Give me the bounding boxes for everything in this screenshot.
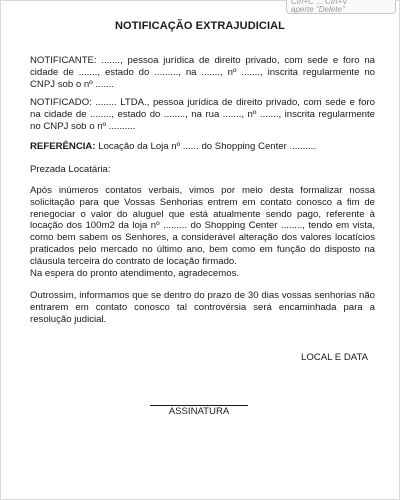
- signature-label: ASSINATURA: [168, 406, 230, 417]
- body-paragraph: Após inúmeros contatos verbais, vimos por meio desta formalizar nossa solicitação para que Vossas Senhorias entrem em contato conosco a fim de renegociar o valor do aluguel que está atualmente sendo pago, referente à locação dos 100m2 da loja nº ......... do Shopping Center ........, tendo em vista, como bem sabem os Senhores, a considerável alteração dos valores locatícios praticados pelo mercado no último ano, bem como em função do disposto na cláusula terceira do contrato de locação firmado.: [30, 185, 375, 267]
- referencia-label: REFERÊNCIA:: [30, 141, 96, 152]
- greeting: Prezada Locatária:: [30, 164, 111, 175]
- local-and-date: LOCAL E DATA: [301, 352, 368, 363]
- corner-note-top-text: Ctrl+C ... Ctrl+V: [291, 0, 348, 5]
- referencia-text: Locação da Loja nº ...... do Shopping Center ..........: [95, 141, 317, 152]
- closing-paragraph: Na espera do pronto atendimento, agradecemos.: [30, 268, 240, 279]
- corner-note-text: aperte "Delete": [291, 5, 345, 14]
- notice-paragraph: Outrossim, informamos que se dentro do prazo de 30 dias vossas senhorias não entrarem em contato conosco tal controvérsia será encaminhada para a resolução judicial.: [30, 290, 375, 325]
- corner-note: [286, 0, 396, 14]
- notificante-paragraph: NOTIFICANTE: ......., pessoa jurídica de direito privado, com sede e foro na cidade de ......., estado do ........., na ......., nº ......., inscrita regularmente no CNPJ sob o nº .......: [30, 55, 375, 90]
- notificado-paragraph: NOTIFICADO: ........ LTDA., pessoa jurídica de direito privado, com sede e foro na cidade de ........, estado do ........, na rua ......., nº ......., inscrita regularmente no CNPJ sob o nº ..........: [30, 97, 375, 132]
- referencia-paragraph: [30, 141, 375, 153]
- document-title: NOTIFICAÇÃO EXTRAJUDICIAL: [115, 20, 285, 32]
